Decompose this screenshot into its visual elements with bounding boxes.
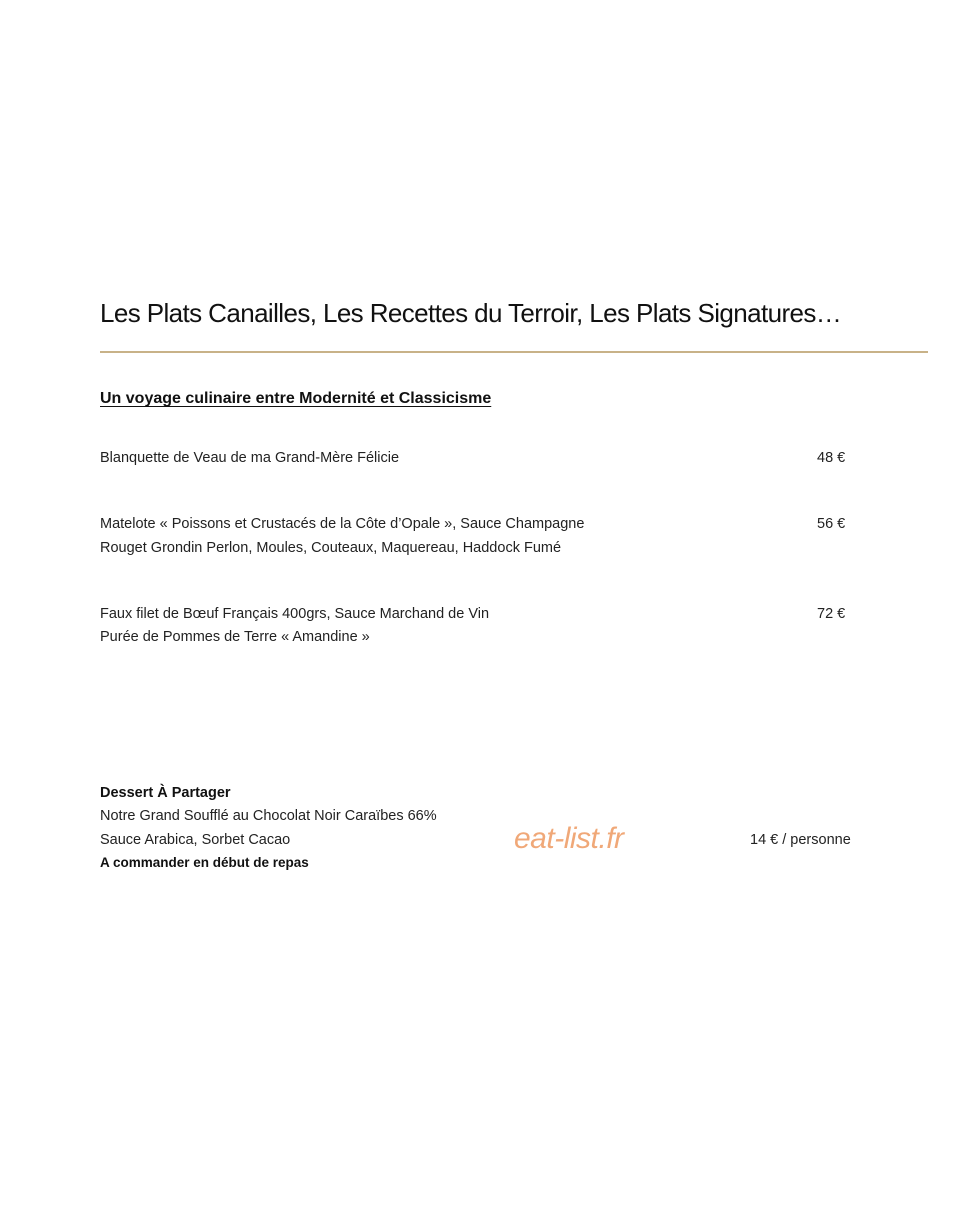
dish-price: 56 € [817,516,846,532]
title-divider [100,351,928,353]
dish-line: Blanquette de Veau de ma Grand-Mère Félicie [100,450,400,466]
dessert-price: 14 € / personne [750,832,851,848]
dessert-note: A commander en début de repas [100,855,309,870]
dish-price: 72 € [817,606,846,622]
dessert-title: Dessert À Partager [100,785,231,801]
dessert-line: Notre Grand Soufflé au Chocolat Noir Caraïbes 66% [100,808,437,824]
dessert-line: Sauce Arabica, Sorbet Cacao [100,832,291,848]
section-heading: Un voyage culinaire entre Modernité et Classicisme [100,390,492,407]
page-title: Les Plats Canailles, Les Recettes du Terroir, Les Plats Signatures… [100,298,842,328]
dish-line: Faux filet de Bœuf Français 400grs, Sauce Marchand de Vin [100,606,490,622]
dish-line: Matelote « Poissons et Crustacés de la Côte d’Opale », Sauce Champagne [100,516,585,532]
dish-line: Rouget Grondin Perlon, Moules, Couteaux, Maquereau, Haddock Fumé [100,540,562,556]
dish-price: 48 € [817,450,846,466]
dish-line: Purée de Pommes de Terre « Amandine » [100,629,370,645]
watermark: eat-list.fr [514,822,624,855]
